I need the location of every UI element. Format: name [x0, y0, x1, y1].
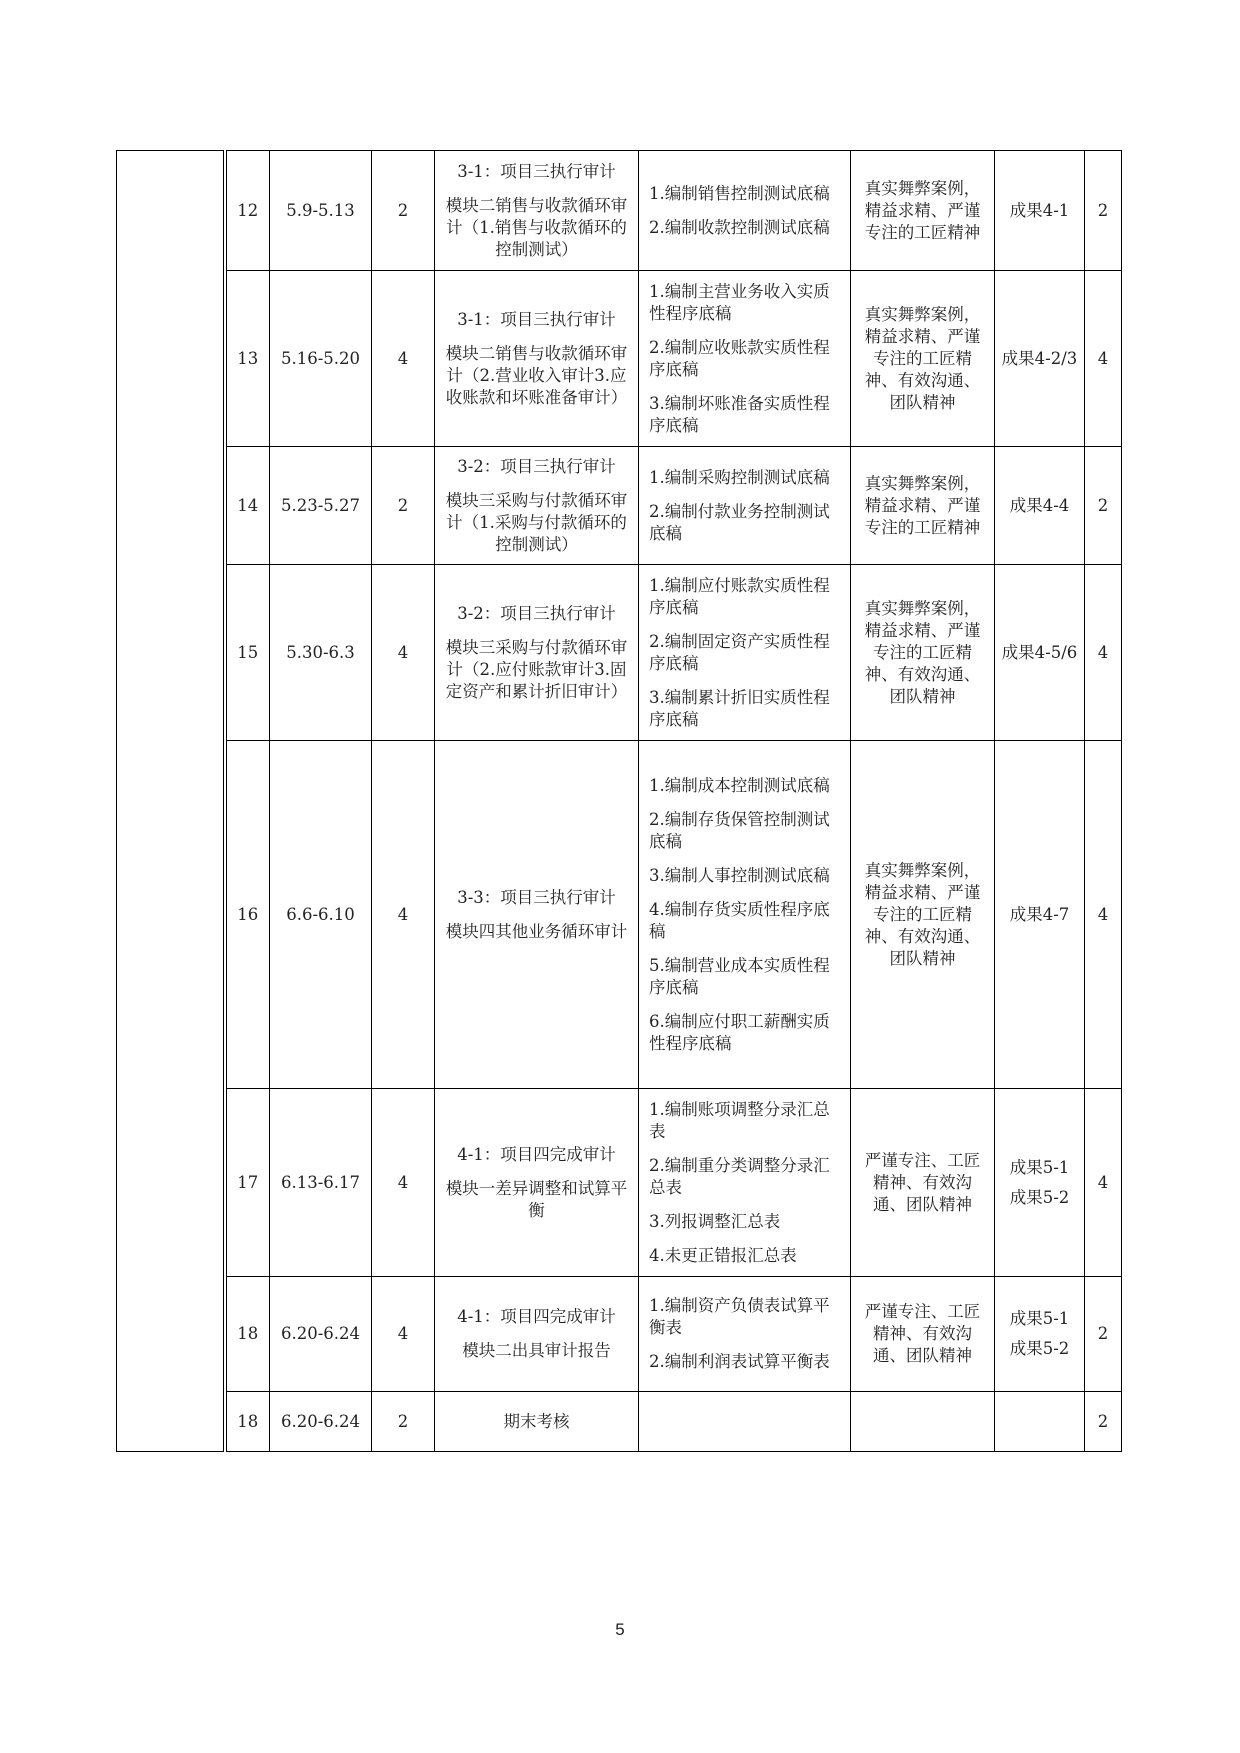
- unit-title: 3-2：项目三执行审计: [457, 456, 616, 476]
- date-cell: 6.6-6.10: [270, 741, 372, 1089]
- table-row: [117, 447, 1122, 565]
- table-row: [117, 151, 1122, 271]
- unit-title: 4-1：项目四完成审计: [457, 1144, 616, 1164]
- unit-detail: 模块一差异调整和试算平衡: [445, 1178, 628, 1220]
- date-cell: 5.9-5.13: [270, 151, 372, 271]
- seq-cell: 15: [225, 565, 270, 741]
- unit-title: 4-1：项目四完成审计: [457, 1307, 616, 1326]
- unit-cell: [435, 741, 639, 1089]
- score-cell: 2: [1085, 1277, 1122, 1392]
- outcome-item: 成果4-4: [1009, 495, 1070, 515]
- date-cell: 6.13-6.17: [270, 1089, 372, 1277]
- tasks-cell: [639, 565, 851, 741]
- values-cell: 真实舞弊案例，精益求精、严谨专注的工匠精神、有效沟通、团队精神: [851, 741, 995, 1089]
- seq-cell: 14: [225, 447, 270, 565]
- task-item: 1.编制销售控制测试底稿: [649, 183, 830, 203]
- score-cell: 4: [1085, 565, 1122, 741]
- task-item: 2.编制付款业务控制测试底稿: [649, 501, 830, 543]
- values-cell: [851, 1392, 995, 1452]
- seq-cell: 17: [225, 1089, 270, 1277]
- unit-title: 3-1：项目三执行审计: [457, 161, 616, 181]
- task-item: 1.编制主营业务收入实质性程序底稿: [649, 281, 830, 323]
- outcome-item: 成果5-1: [1009, 1309, 1070, 1328]
- tasks-cell: [639, 1392, 851, 1452]
- outcome-cell: [995, 1089, 1085, 1277]
- task-item: 3.编制累计折旧实质性程序底稿: [649, 687, 830, 729]
- hours-cell: 4: [372, 271, 435, 447]
- outcome-item: 成果4-5/6: [1001, 642, 1078, 662]
- date-cell: 5.30-6.3: [270, 565, 372, 741]
- table-row: [117, 565, 1122, 741]
- unit-cell: [435, 271, 639, 447]
- score-cell: 4: [1085, 741, 1122, 1089]
- values-cell: 严谨专注、工匠精神、有效沟通、团队精神: [851, 1089, 995, 1277]
- task-item: 3.编制人事控制测试底稿: [649, 865, 830, 885]
- task-item: 4.编制存货实质性程序底稿: [649, 899, 830, 941]
- values-cell: 真实舞弊案例，精益求精、严谨专注的工匠精神、有效沟通、团队精神: [851, 565, 995, 741]
- values-cell: 严谨专注、工匠精神、有效沟通、团队精神: [851, 1277, 995, 1392]
- hours-cell: 2: [372, 447, 435, 565]
- unit-detail: 模块二出具审计报告: [462, 1341, 611, 1360]
- task-item: 2.编制收款控制测试底稿: [649, 217, 830, 237]
- merged-blank-column: [117, 151, 225, 1452]
- date-cell: 6.20-6.24: [270, 1392, 372, 1452]
- page-number: 5: [615, 1620, 625, 1639]
- table-row: [117, 741, 1122, 1089]
- tasks-cell: [639, 447, 851, 565]
- tasks-cell: [639, 1089, 851, 1277]
- seq-cell: 12: [225, 151, 270, 271]
- values-cell: 真实舞弊案例，精益求精、严谨专注的工匠精神: [851, 151, 995, 271]
- outcome-item: 成果5-2: [1009, 1187, 1070, 1207]
- outcome-item: 成果5-1: [1009, 1157, 1070, 1177]
- seq-cell: 13: [225, 271, 270, 447]
- outcome-cell: [995, 741, 1085, 1089]
- hours-cell: 4: [372, 741, 435, 1089]
- unit-cell: [435, 151, 639, 271]
- outcome-cell: [995, 271, 1085, 447]
- task-item: 5.编制营业成本实质性程序底稿: [649, 955, 830, 997]
- schedule-body: [117, 151, 1122, 1452]
- task-item: 1.编制账项调整分录汇总表: [649, 1099, 830, 1141]
- seq-cell: 18: [225, 1392, 270, 1452]
- task-item: 2.编制应收账款实质性程序底稿: [649, 337, 830, 379]
- values-cell: 真实舞弊案例，精益求精、严谨专注的工匠精神、有效沟通、团队精神: [851, 271, 995, 447]
- unit-detail: 模块四其他业务循环审计: [445, 921, 628, 941]
- outcome-cell: [995, 565, 1085, 741]
- unit-title: 期末考核: [503, 1411, 570, 1431]
- unit-cell: [435, 1277, 639, 1392]
- outcome-item: 成果4-1: [1009, 200, 1070, 220]
- table-row: [117, 1277, 1122, 1392]
- values-cell: 真实舞弊案例，精益求精、严谨专注的工匠精神: [851, 447, 995, 565]
- task-item: 1.编制资产负债表试算平衡表: [649, 1296, 830, 1337]
- task-item: 1.编制成本控制测试底稿: [649, 775, 830, 795]
- unit-detail: 模块三采购与付款循环审计（1.采购与付款循环的控制测试）: [445, 490, 628, 554]
- task-item: 2.编制存货保管控制测试底稿: [649, 809, 830, 851]
- tasks-cell: [639, 741, 851, 1089]
- task-item: 2.编制利润表试算平衡表: [649, 1352, 830, 1371]
- hours-cell: 2: [372, 1392, 435, 1452]
- outcome-cell: [995, 1277, 1085, 1392]
- unit-cell: [435, 565, 639, 741]
- task-item: 3.列报调整汇总表: [649, 1211, 781, 1231]
- tasks-cell: [639, 271, 851, 447]
- task-item: 1.编制应付账款实质性程序底稿: [649, 575, 830, 617]
- unit-detail: 模块二销售与收款循环审计（1.销售与收款循环的控制测试）: [445, 195, 628, 259]
- hours-cell: 2: [372, 151, 435, 271]
- outcome-item: 成果5-2: [1009, 1339, 1070, 1358]
- score-cell: 4: [1085, 1089, 1122, 1277]
- score-cell: 2: [1085, 447, 1122, 565]
- outcome-cell: [995, 1392, 1085, 1452]
- unit-cell: [435, 1392, 639, 1452]
- outcome-cell: [995, 447, 1085, 565]
- hours-cell: 4: [372, 565, 435, 741]
- task-item: 2.编制固定资产实质性程序底稿: [649, 631, 830, 673]
- unit-title: 3-3：项目三执行审计: [457, 887, 616, 907]
- unit-detail: 模块二销售与收款循环审计（2.营业收入审计3.应收账款和坏账准备审计）: [445, 343, 628, 407]
- hours-cell: 4: [372, 1277, 435, 1392]
- date-cell: 5.16-5.20: [270, 271, 372, 447]
- schedule-table: [116, 150, 1122, 1452]
- unit-cell: [435, 447, 639, 565]
- tasks-cell: [639, 151, 851, 271]
- seq-cell: 18: [225, 1277, 270, 1392]
- unit-detail: 模块三采购与付款循环审计（2.应付账款审计3.固定资产和累计折旧审计）: [445, 637, 628, 701]
- outcome-item: 成果4-7: [1009, 904, 1070, 924]
- task-item: 6.编制应付职工薪酬实质性程序底稿: [649, 1011, 830, 1053]
- outcome-cell: [995, 151, 1085, 271]
- tasks-cell: [639, 1277, 851, 1392]
- score-cell: 2: [1085, 151, 1122, 271]
- table-row: [117, 271, 1122, 447]
- seq-cell: 16: [225, 741, 270, 1089]
- score-cell: 4: [1085, 271, 1122, 447]
- unit-cell: [435, 1089, 639, 1277]
- outcome-item: 成果4-2/3: [1001, 348, 1078, 368]
- table-row: [117, 1089, 1122, 1277]
- table-row: [117, 1392, 1122, 1452]
- date-cell: 6.20-6.24: [270, 1277, 372, 1392]
- unit-title: 3-1：项目三执行审计: [457, 309, 616, 329]
- unit-title: 3-2：项目三执行审计: [457, 603, 616, 623]
- score-cell: 2: [1085, 1392, 1122, 1452]
- hours-cell: 4: [372, 1089, 435, 1277]
- task-item: 4.未更正错报汇总表: [649, 1245, 797, 1265]
- task-item: 3.编制坏账准备实质性程序底稿: [649, 393, 830, 435]
- task-item: 1.编制采购控制测试底稿: [649, 467, 830, 487]
- date-cell: 5.23-5.27: [270, 447, 372, 565]
- task-item: 2.编制重分类调整分录汇总表: [649, 1155, 830, 1197]
